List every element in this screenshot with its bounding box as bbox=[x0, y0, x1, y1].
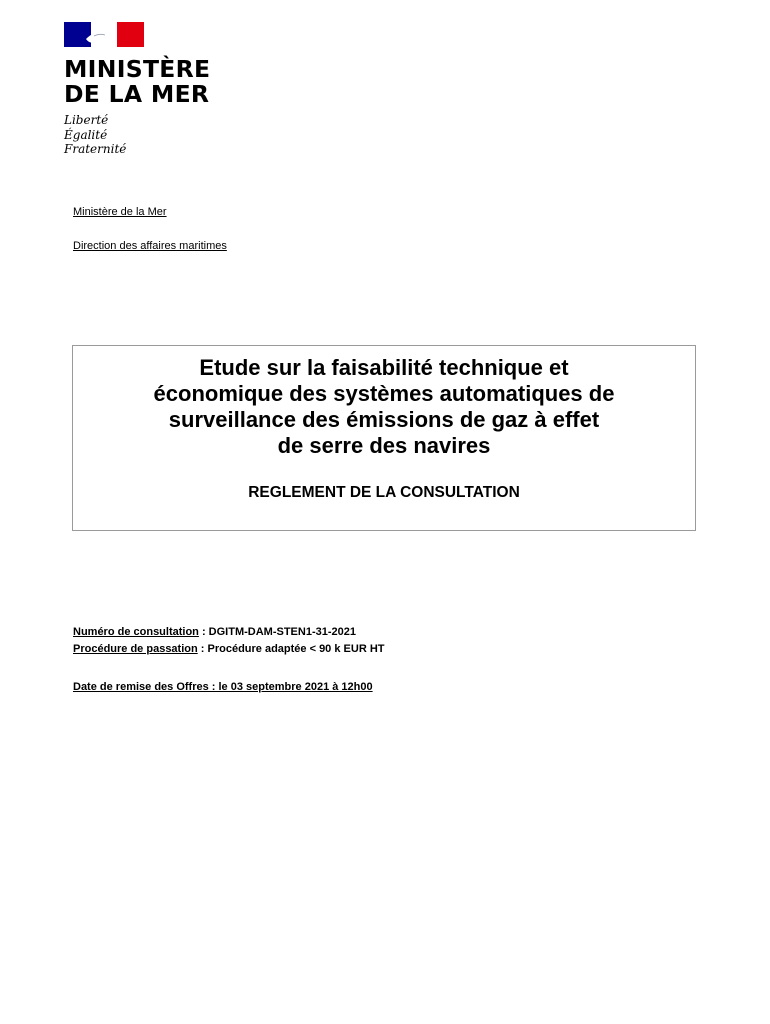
document-title-box bbox=[72, 345, 696, 531]
sender-ministry: Ministère de la Mer bbox=[73, 206, 167, 218]
consultation-number bbox=[73, 626, 356, 638]
marianne-flag-icon bbox=[64, 22, 144, 47]
procurement-procedure bbox=[73, 643, 384, 655]
ministry-name-line-1: MINISTÈRE bbox=[64, 55, 211, 83]
offer-deadline: Date de remise des Offres : le 03 septembre 2021 à 12h00 bbox=[73, 681, 373, 693]
motto-fraternite: Fraternité bbox=[64, 142, 127, 156]
ministry-name bbox=[64, 57, 264, 107]
sender-direction: Direction des affaires maritimes bbox=[73, 240, 227, 252]
republic-motto bbox=[64, 113, 264, 157]
document-subtitle: REGLEMENT DE LA CONSULTATION bbox=[248, 484, 520, 501]
title-line: Etude sur la faisabilité technique et bbox=[199, 355, 569, 380]
motto-egalite: Égalité bbox=[64, 127, 108, 142]
consultation-number-value: : DGITM-DAM-STEN1-31-2021 bbox=[198, 626, 356, 638]
procedure-value: : Procédure adaptée < 90 k EUR HT bbox=[197, 643, 385, 655]
motto-liberte: Liberté bbox=[64, 113, 109, 127]
ministry-name-line-2: DE LA MER bbox=[64, 80, 210, 108]
document-title bbox=[73, 355, 695, 459]
consultation-number-label: Numéro de consultation bbox=[73, 626, 199, 638]
procedure-label: Procédure de passation bbox=[73, 643, 198, 655]
title-line: de serre des navires bbox=[277, 433, 491, 458]
ministry-logo bbox=[64, 22, 264, 157]
title-line: économique des systèmes automatiques de bbox=[153, 381, 615, 406]
title-line: surveillance des émissions de gaz à effet bbox=[168, 407, 600, 432]
